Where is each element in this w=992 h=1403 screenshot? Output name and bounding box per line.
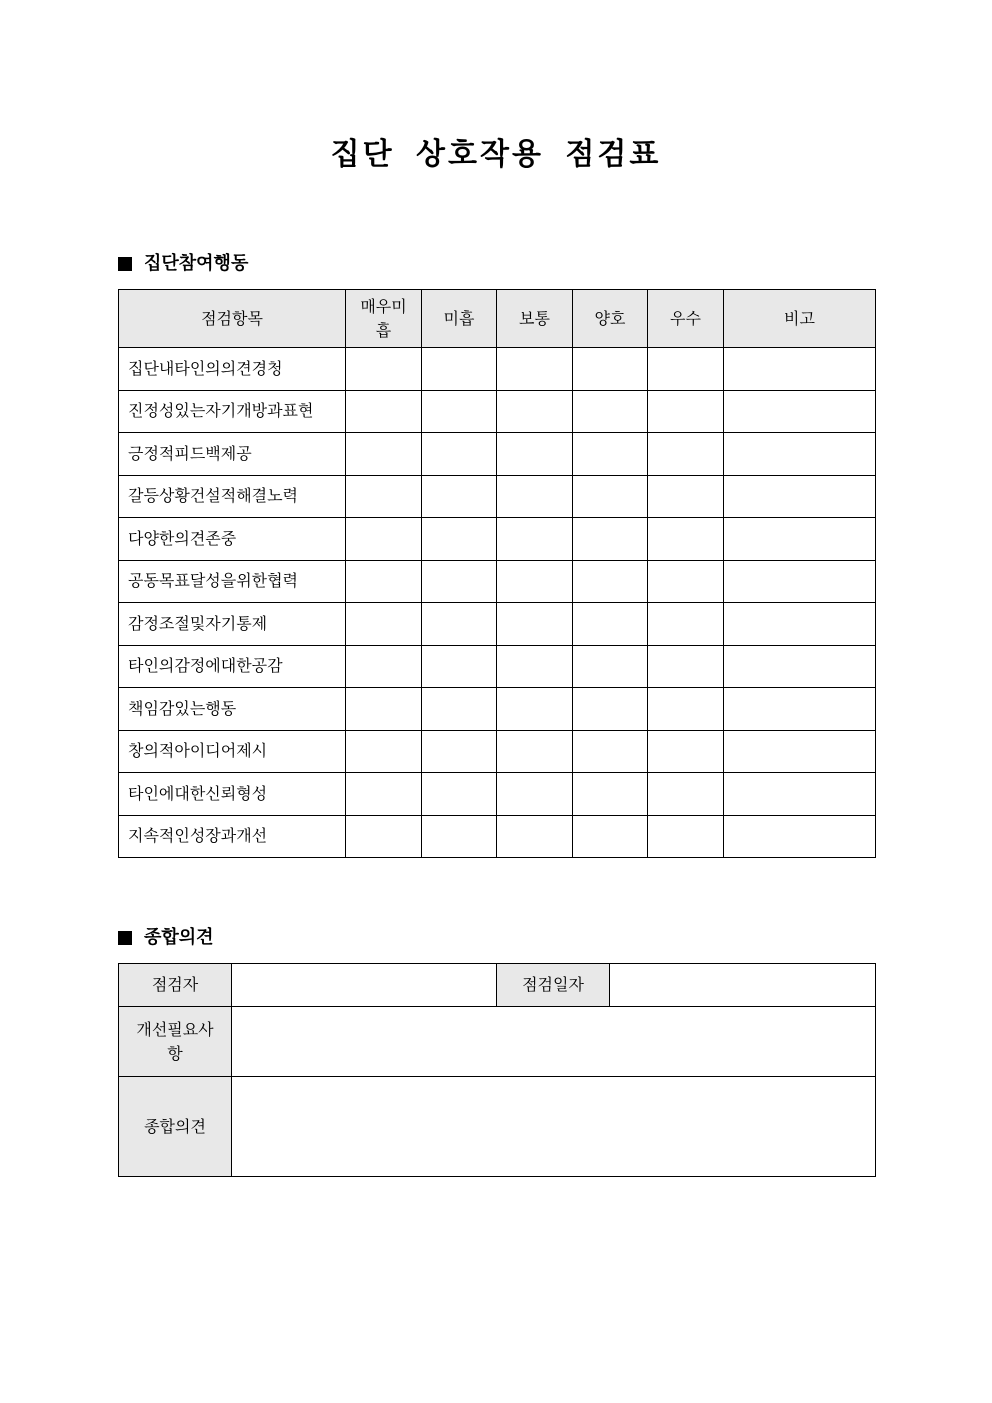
table-row [119,603,876,646]
rating-poor-cell[interactable] [422,773,497,816]
table-row [119,390,876,433]
rating-very-poor-cell[interactable] [346,518,422,561]
remarks-cell[interactable] [724,688,876,731]
overall-opinion-label: 종합의견 [119,1077,232,1177]
column-header-average: 보통 [497,290,573,348]
checklist-item-label: 긍정적피드백제공 [119,433,346,476]
rating-poor-cell[interactable] [422,815,497,858]
rating-poor-cell[interactable] [422,433,497,476]
remarks-cell[interactable] [724,390,876,433]
column-header-excellent: 우수 [648,290,724,348]
rating-excellent-cell[interactable] [648,645,724,688]
table-row [119,348,876,391]
column-header-good: 양호 [573,290,648,348]
rating-average-cell[interactable] [497,688,573,731]
table-row [119,815,876,858]
rating-average-cell[interactable] [497,815,573,858]
section-heading-summary [118,925,214,951]
rating-poor-cell[interactable] [422,603,497,646]
checklist-item-label: 진정성있는자기개방과표현 [119,390,346,433]
remarks-cell[interactable] [724,773,876,816]
rating-good-cell[interactable] [573,390,648,433]
table-row [119,730,876,773]
rating-excellent-cell[interactable] [648,518,724,561]
evaluation-table [118,289,876,858]
table-row [119,964,876,1007]
table-row [119,475,876,518]
rating-good-cell[interactable] [573,475,648,518]
column-header-item: 점검항목 [119,290,346,348]
rating-excellent-cell[interactable] [648,773,724,816]
section-heading-participation [118,251,248,277]
rating-good-cell[interactable] [573,348,648,391]
remarks-cell[interactable] [724,560,876,603]
rating-very-poor-cell[interactable] [346,348,422,391]
remarks-cell[interactable] [724,815,876,858]
inspector-label: 점검자 [119,964,232,1007]
checklist-item-label: 타인에대한신뢰형성 [119,773,346,816]
rating-good-cell[interactable] [573,688,648,731]
checklist-item-label: 집단내타인의의견경청 [119,348,346,391]
rating-very-poor-cell[interactable] [346,603,422,646]
checklist-item-label: 공동목표달성을위한협력 [119,560,346,603]
inspection-date-label: 점검일자 [497,964,610,1007]
checklist-item-label: 지속적인성장과개선 [119,815,346,858]
rating-average-cell[interactable] [497,390,573,433]
square-bullet-icon [118,257,132,271]
rating-poor-cell[interactable] [422,390,497,433]
rating-good-cell[interactable] [573,773,648,816]
rating-poor-cell[interactable] [422,730,497,773]
checklist-item-label: 책임감있는행동 [119,688,346,731]
rating-average-cell[interactable] [497,773,573,816]
rating-average-cell[interactable] [497,730,573,773]
column-header-poor: 미흡 [422,290,497,348]
rating-poor-cell[interactable] [422,518,497,561]
rating-average-cell[interactable] [497,518,573,561]
rating-very-poor-cell[interactable] [346,688,422,731]
table-row [119,1077,876,1177]
rating-very-poor-cell[interactable] [346,730,422,773]
section-heading-label: 종합의견 [144,927,214,948]
remarks-cell[interactable] [724,603,876,646]
rating-excellent-cell[interactable] [648,433,724,476]
rating-excellent-cell[interactable] [648,348,724,391]
column-header-very-poor: 매우미흡 [346,290,422,348]
rating-excellent-cell[interactable] [648,730,724,773]
rating-average-cell[interactable] [497,603,573,646]
checklist-item-label: 다양한의견존중 [119,518,346,561]
rating-excellent-cell[interactable] [648,390,724,433]
remarks-cell[interactable] [724,518,876,561]
rating-excellent-cell[interactable] [648,815,724,858]
section-heading-label: 집단참여행동 [144,253,249,274]
remarks-cell[interactable] [724,475,876,518]
rating-average-cell[interactable] [497,348,573,391]
rating-excellent-cell[interactable] [648,560,724,603]
summary-table [118,963,876,1177]
checklist-item-label: 창의적아이디어제시 [119,730,346,773]
table-row [119,688,876,731]
rating-excellent-cell[interactable] [648,603,724,646]
rating-good-cell[interactable] [573,560,648,603]
rating-very-poor-cell[interactable] [346,560,422,603]
table-header-row [119,290,876,348]
rating-good-cell[interactable] [573,815,648,858]
inspection-date-field[interactable] [610,964,876,1007]
rating-poor-cell[interactable] [422,348,497,391]
rating-very-poor-cell[interactable] [346,773,422,816]
rating-very-poor-cell[interactable] [346,390,422,433]
remarks-cell[interactable] [724,730,876,773]
rating-poor-cell[interactable] [422,560,497,603]
table-row [119,518,876,561]
rating-good-cell[interactable] [573,433,648,476]
checklist-item-label: 갈등상황건설적해결노력 [119,475,346,518]
improvement-label: 개선필요사항 [119,1007,232,1077]
rating-good-cell[interactable] [573,603,648,646]
page-title: 집단 상호작용 점검표 [330,137,662,172]
inspector-field[interactable] [232,964,497,1007]
table-row [119,645,876,688]
rating-very-poor-cell[interactable] [346,475,422,518]
table-row [119,1007,876,1077]
improvement-field[interactable] [232,1007,876,1077]
rating-good-cell[interactable] [573,645,648,688]
overall-opinion-field[interactable] [232,1077,876,1177]
square-bullet-icon [118,931,132,945]
table-row [119,433,876,476]
rating-poor-cell[interactable] [422,645,497,688]
remarks-cell[interactable] [724,433,876,476]
remarks-cell[interactable] [724,645,876,688]
rating-good-cell[interactable] [573,518,648,561]
rating-average-cell[interactable] [497,560,573,603]
rating-average-cell[interactable] [497,475,573,518]
rating-very-poor-cell[interactable] [346,815,422,858]
rating-very-poor-cell[interactable] [346,433,422,476]
remarks-cell[interactable] [724,348,876,391]
rating-poor-cell[interactable] [422,475,497,518]
rating-very-poor-cell[interactable] [346,645,422,688]
table-row [119,560,876,603]
rating-average-cell[interactable] [497,645,573,688]
rating-poor-cell[interactable] [422,688,497,731]
table-row [119,773,876,816]
column-header-remarks: 비고 [724,290,876,348]
rating-average-cell[interactable] [497,433,573,476]
rating-good-cell[interactable] [573,730,648,773]
checklist-item-label: 타인의감정에대한공감 [119,645,346,688]
rating-excellent-cell[interactable] [648,688,724,731]
checklist-item-label: 감정조절및자기통제 [119,603,346,646]
rating-excellent-cell[interactable] [648,475,724,518]
